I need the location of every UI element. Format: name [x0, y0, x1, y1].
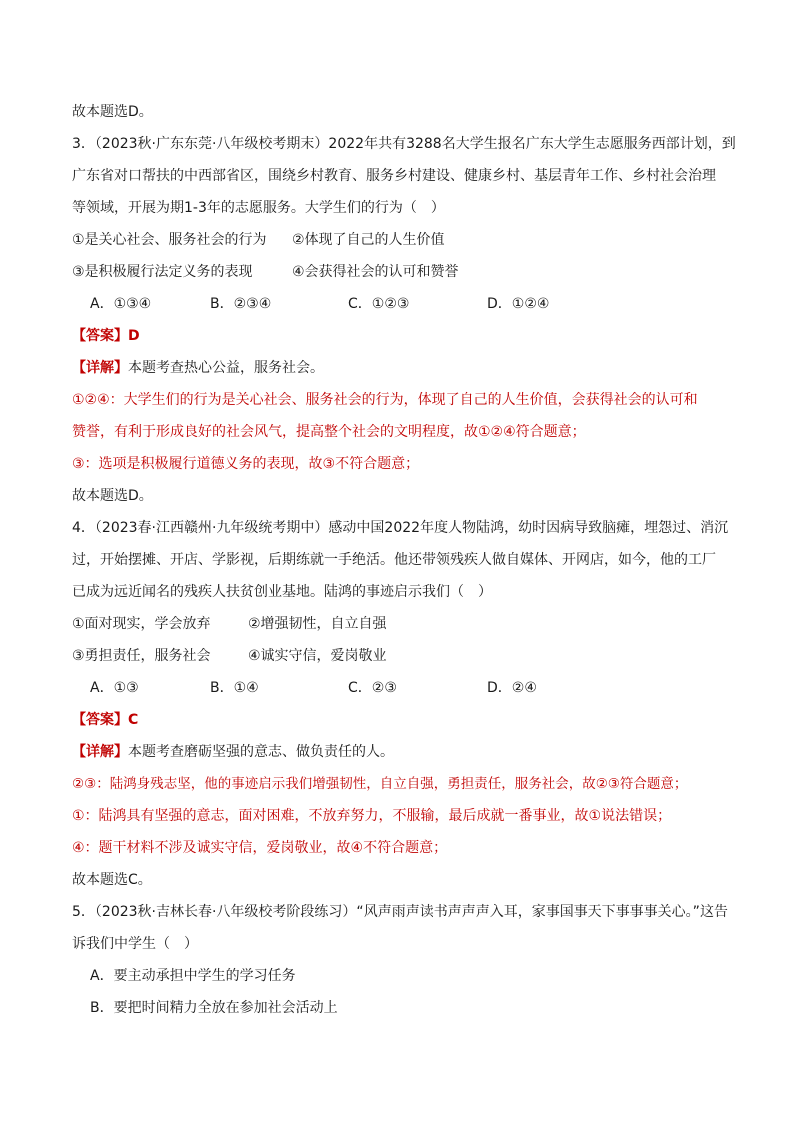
q5-option-b: B．要把时间精力全放在参加社会活动上 — [90, 1000, 338, 1016]
q4-stem-line-3: 已成为远近闻名的残疾人扶贫创业基地。陆鸿的事迹启示我们（ ） — [72, 584, 492, 600]
q3-option-d: D．①②④ — [487, 296, 550, 312]
q5-stem-line-2: 诉我们中学生（ ） — [72, 936, 198, 952]
q4-conclusion: 故本题选C。 — [72, 872, 152, 888]
q4-item-3: ③勇担责任，服务社会 — [72, 648, 211, 664]
q4-option-b: B．①④ — [210, 680, 259, 696]
q3-stem-line-1: 3．（2023秋·广东东莞·八年级校考期末）2022年共有3288名大学生报名广东大学生志愿服务西部计划，到 — [72, 136, 736, 152]
q3-analysis-line-2: 赞誉，有利于形成良好的社会风气，提高整个社会的文明程度，故①②④符合题意； — [72, 424, 586, 440]
q4-detail-label: 【详解】 — [72, 744, 128, 760]
q3-option-a: A．①③④ — [90, 296, 152, 312]
q3-analysis-line-3: ③：选项是积极履行道德义务的表现，故③不符合题意； — [72, 456, 420, 472]
q3-conclusion: 故本题选D。 — [72, 488, 153, 504]
q4-option-c: C．②③ — [348, 680, 397, 696]
q3-item-1: ①是关心社会、服务社会的行为 — [72, 232, 267, 248]
q4-item-4: ④诚实守信，爱岗敬业 — [248, 648, 387, 664]
q3-item-4: ④会获得社会的认可和赞誉 — [292, 264, 459, 280]
q3-stem-line-3: 等领域，开展为期1-3年的志愿服务。大学生们的行为（ ） — [72, 200, 445, 216]
q4-item-2: ②增强韧性，自立自强 — [248, 616, 387, 632]
q3-stem-line-2: 广东省对口帮扶的中西部省区，围绕乡村教育、服务乡村建设、健康乡村、基层青年工作、乡村社会治理 — [72, 168, 716, 184]
q4-option-a: A．①③ — [90, 680, 139, 696]
q4-analysis-line-3: ④：题干材料不涉及诚实守信，爱岗敬业，故④不符合题意； — [72, 840, 448, 856]
q4-item-1: ①面对现实，学会放弃 — [72, 616, 211, 632]
q4-analysis-line-1: ②③：陆鸿身残志坚，他的事迹启示我们增强韧性，自立自强，勇担责任，服务社会，故②③符合题意； — [72, 776, 688, 792]
q3-item-3: ③是积极履行法定义务的表现 — [72, 264, 253, 280]
q4-answer: 【答案】C — [72, 712, 139, 728]
q4-detail-text: 本题考查磨砺坚强的意志、做负责任的人。 — [128, 744, 394, 760]
q3-item-2: ②体现了自己的人生价值 — [292, 232, 445, 248]
q4-stem-line-2: 过，开始摆摊、开店、学影视，后期练就一手绝活。他还带领残疾人做自媒体、开网店，如今，他的工厂 — [72, 552, 716, 568]
q4-stem-line-1: 4．（2023春·江西赣州·九年级统考期中）感动中国2022年度人物陆鸿，幼时因病导致脑瘫，埋怨过、消沉 — [72, 520, 729, 536]
q3-detail-text: 本题考查热心公益，服务社会。 — [128, 360, 324, 376]
q2-conclusion: 故本题选D。 — [72, 104, 153, 120]
q3-option-b: B．②③④ — [210, 296, 272, 312]
q4-analysis-line-2: ①：陆鸿具有坚强的意志，面对困难，不放弃努力，不服输，最后成就一番事业，故①说法错误； — [72, 808, 672, 824]
q3-answer: 【答案】D — [72, 328, 140, 344]
q3-option-c: C．①②③ — [348, 296, 410, 312]
q4-option-d: D．②④ — [487, 680, 537, 696]
q3-detail-label: 【详解】 — [72, 360, 128, 376]
q3-analysis-line-1: ①②④：大学生们的行为是关心社会、服务社会的行为，体现了自己的人生价值，会获得社会的认可和 — [72, 392, 698, 408]
q5-stem-line-1: 5．（2023秋·吉林长春·八年级校考阶段练习）“风声雨声读书声声声入耳，家事国事天下事事事关心。”这告 — [72, 904, 728, 920]
q4-detail — [72, 742, 394, 764]
q3-detail — [72, 358, 324, 380]
q5-option-a: A．要主动承担中学生的学习任务 — [90, 968, 296, 984]
